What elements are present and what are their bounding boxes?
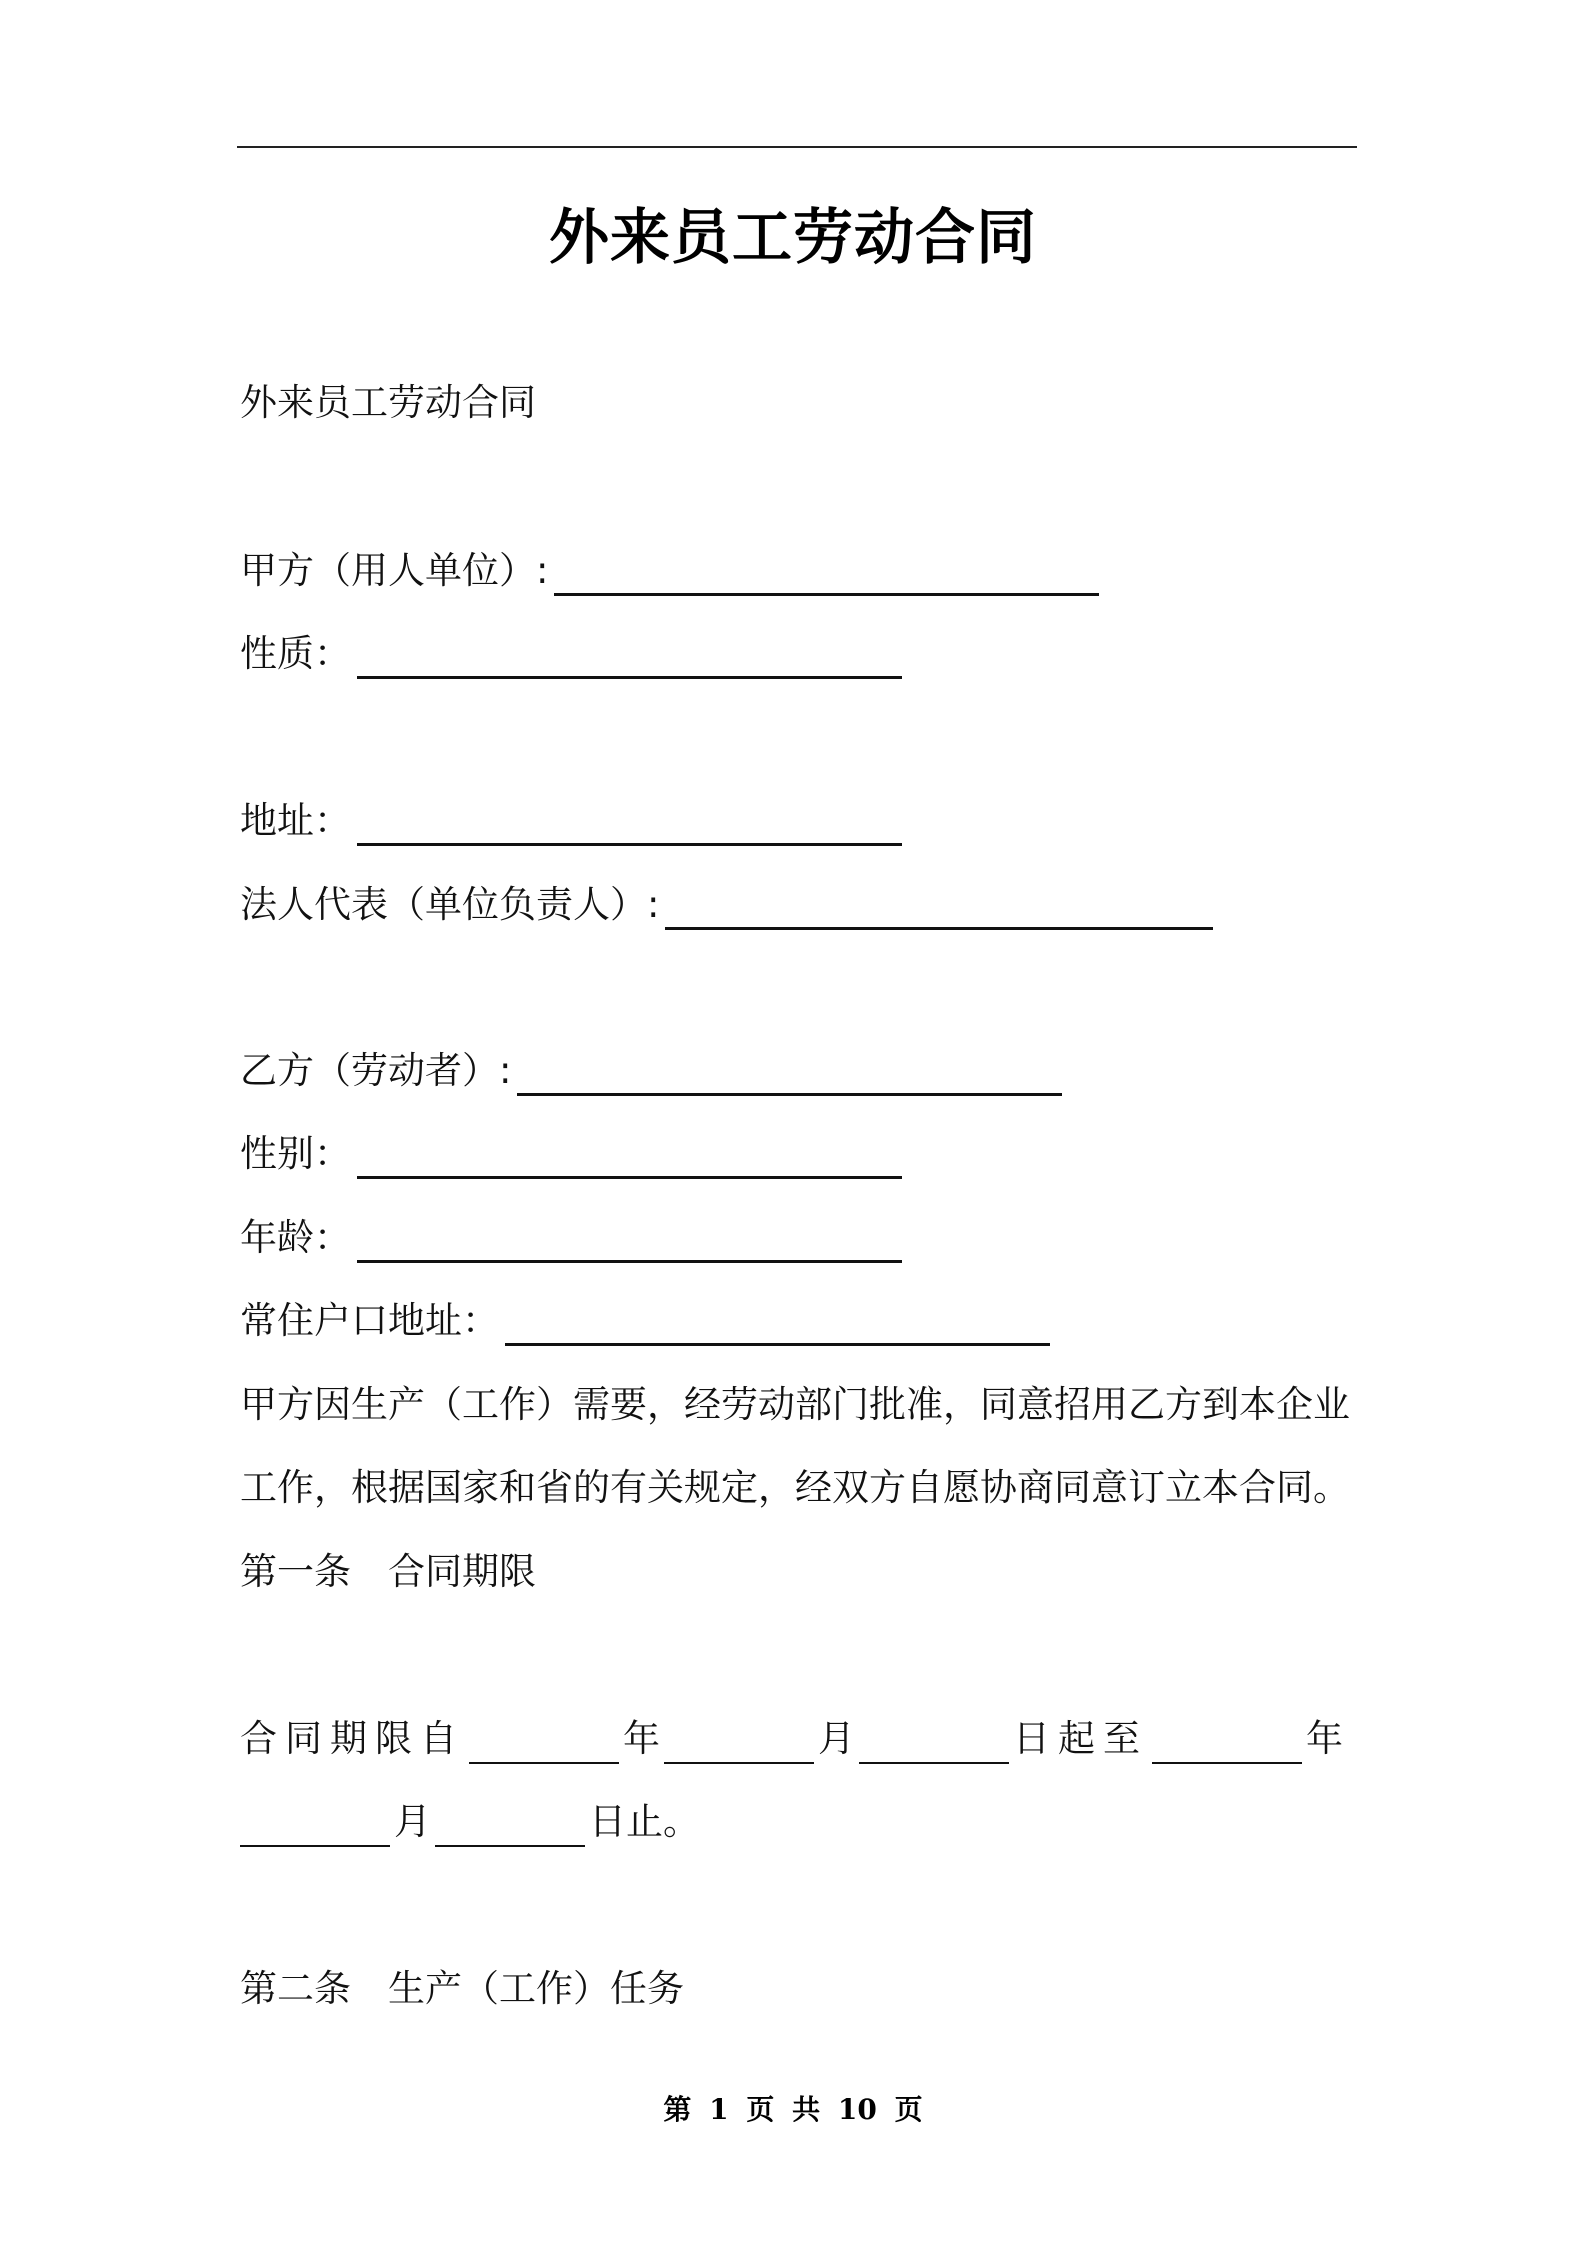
footer-ye: 页 (746, 2093, 775, 2126)
party-a-blank[interactable] (554, 559, 1099, 596)
intro-line-1: 甲方因生产（工作）需要，经劳动部门批准，同意招用乙方到本企业 (240, 1383, 1350, 1426)
party-b-field (240, 1046, 1062, 1096)
term-end-day: 日止。 (589, 1800, 700, 1843)
term-day-from: 日起至 (1013, 1717, 1148, 1760)
legal-rep-blank[interactable] (665, 893, 1213, 930)
term-prefix: 合同期限自 (240, 1717, 465, 1760)
gender-blank[interactable] (357, 1142, 902, 1179)
age-blank[interactable] (357, 1226, 902, 1263)
term-line-1 (240, 1714, 1360, 1764)
footer-total-pages: 10 (837, 2093, 877, 2126)
gender-field (240, 1129, 902, 1179)
start-day-blank[interactable] (859, 1726, 1009, 1764)
party-b-blank[interactable] (517, 1059, 1062, 1096)
address-label: 地址： (240, 799, 351, 842)
age-label: 年龄： (240, 1216, 351, 1259)
end-month-blank[interactable] (240, 1809, 390, 1847)
footer-di: 第 (663, 2093, 692, 2126)
nature-blank[interactable] (357, 642, 902, 679)
legal-rep-field (240, 880, 1213, 930)
footer-ye2: 页 (894, 2093, 923, 2126)
end-year-blank[interactable] (1152, 1726, 1302, 1764)
term-month: 月 (818, 1717, 855, 1760)
gender-label: 性别： (240, 1132, 351, 1175)
term-line-2 (240, 1797, 700, 1847)
term-year: 年 (623, 1717, 660, 1760)
footer-gong: 共 (792, 2093, 821, 2126)
term-end-month: 月 (394, 1800, 431, 1843)
nature-label: 性质： (240, 632, 351, 675)
intro-line-2: 工作，根据国家和省的有关规定，经双方自愿协商同意订立本合同。 (240, 1466, 1350, 1509)
document-subtitle: 外来员工劳动合同 (240, 381, 536, 424)
age-field (240, 1213, 902, 1263)
party-a-label: 甲方（用人单位）: (240, 549, 549, 592)
start-month-blank[interactable] (664, 1726, 814, 1764)
article-1-title: 第一条 合同期限 (240, 1550, 536, 1593)
end-day-blank[interactable] (435, 1809, 585, 1847)
address-field (240, 796, 902, 846)
address-blank[interactable] (357, 809, 902, 846)
footer-page-number: 1 (709, 2093, 729, 2126)
residence-label: 常住户口地址： (240, 1299, 499, 1342)
residence-blank[interactable] (505, 1309, 1050, 1346)
term-end-year: 年 (1306, 1717, 1343, 1760)
legal-rep-label: 法人代表（单位负责人）: (240, 883, 660, 926)
header-rule (237, 146, 1357, 148)
residence-field (240, 1296, 1050, 1346)
start-year-blank[interactable] (469, 1726, 619, 1764)
party-a-field (240, 546, 1099, 596)
nature-field (240, 629, 902, 679)
page-footer (0, 2090, 1586, 2130)
document-title: 外来员工劳动合同 (549, 203, 1037, 273)
party-b-label: 乙方（劳动者）: (240, 1049, 512, 1092)
article-2-title: 第二条 生产（工作）任务 (240, 1967, 684, 2010)
